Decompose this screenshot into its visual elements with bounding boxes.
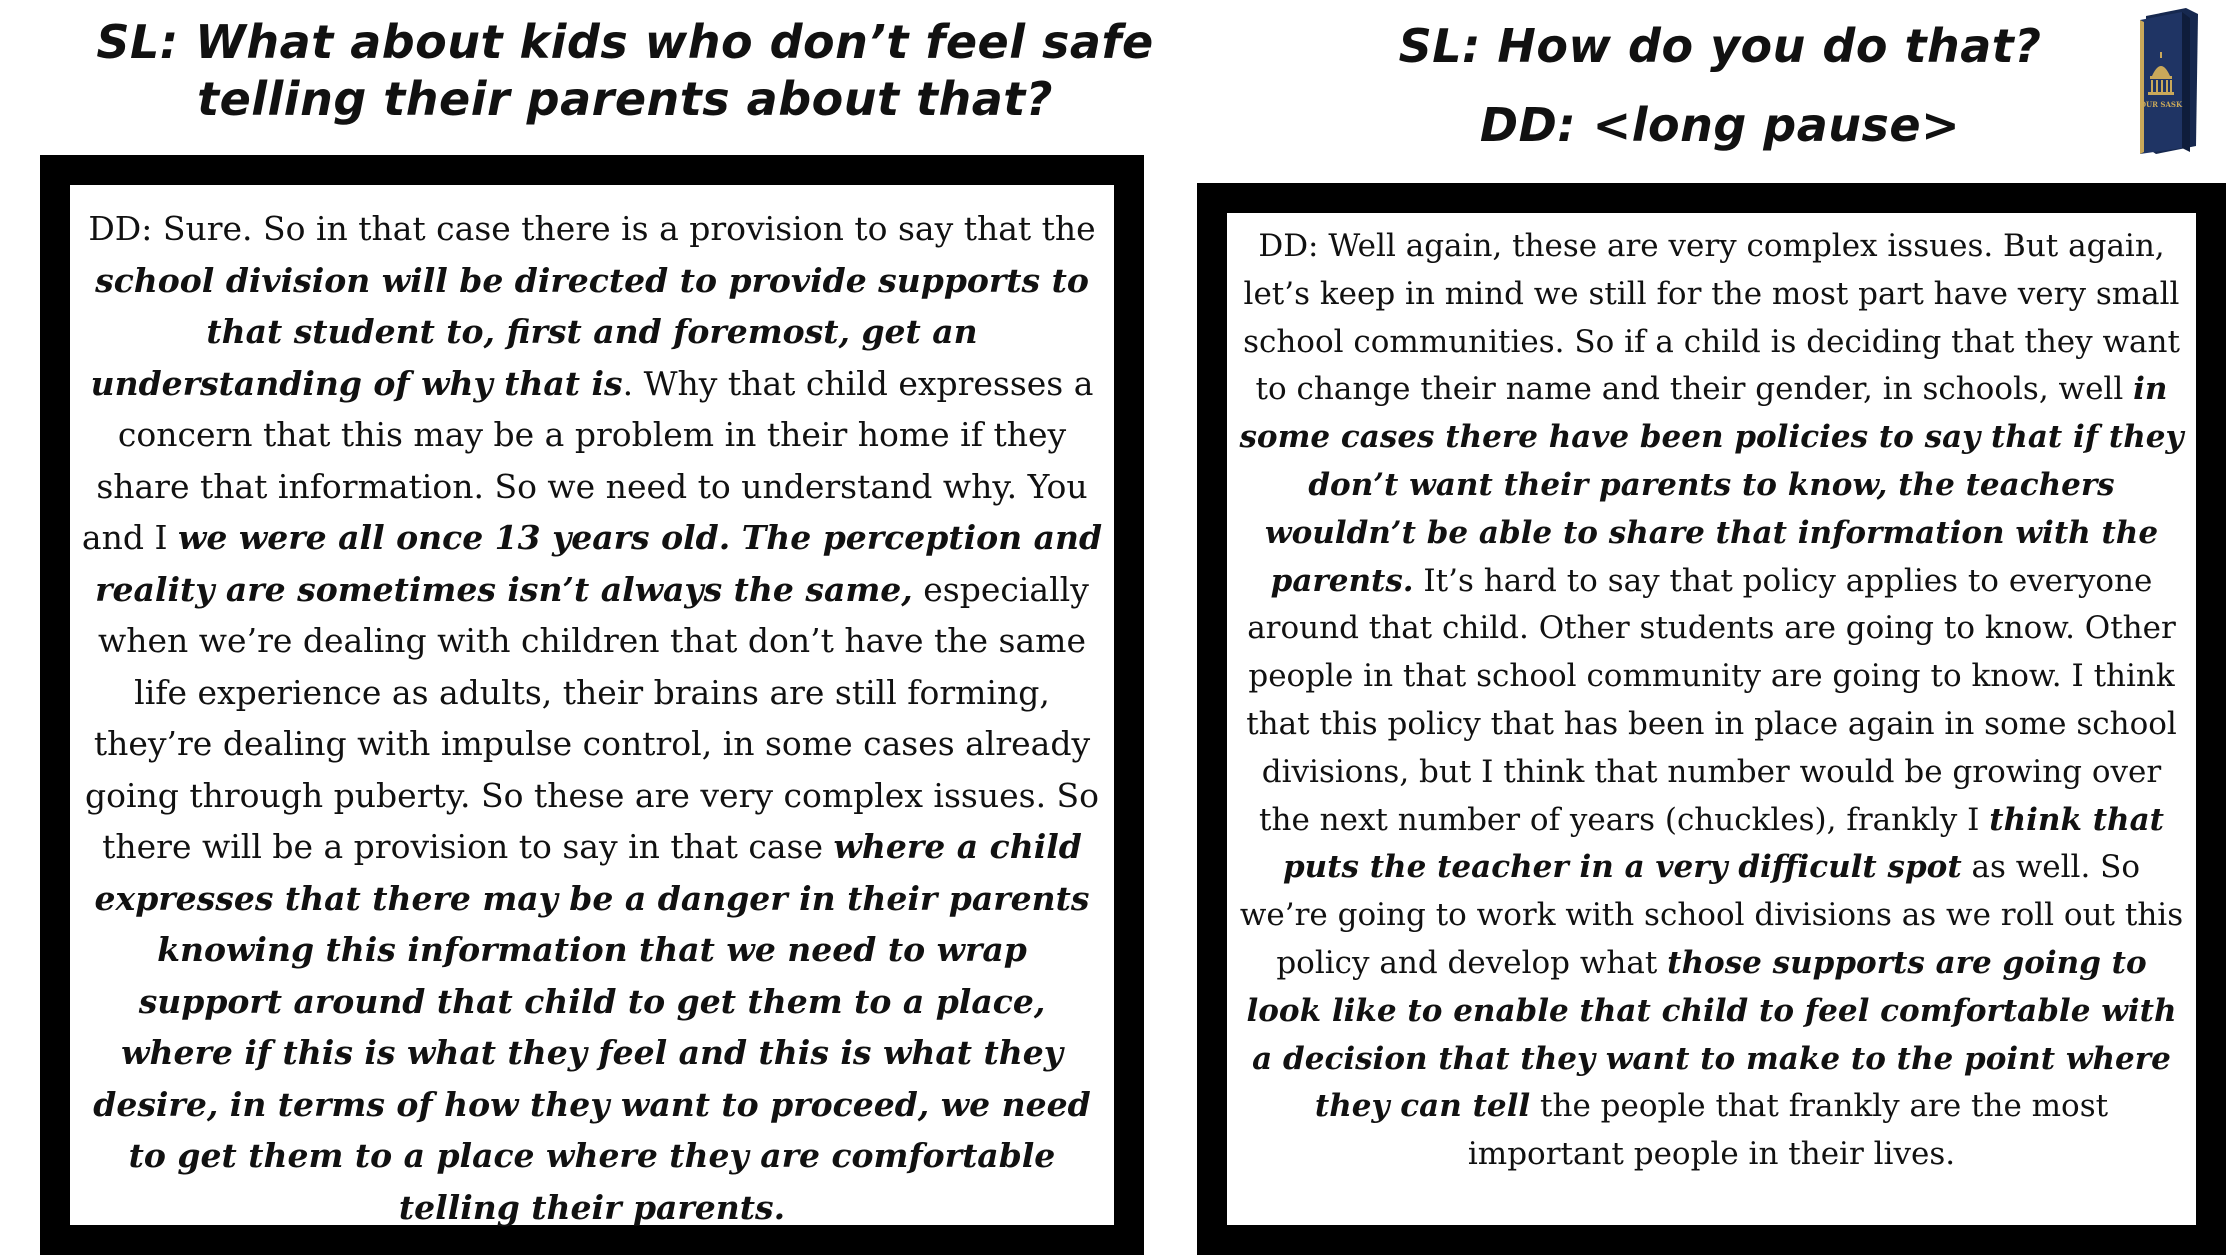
left-answer-panel [40,155,1144,1255]
logo-text: OUR SASK [2139,100,2183,109]
answer-segment-emphasis: in some cases there have been policies to say that if they don’t want their parents to know, the teachers wouldn’t be able to share that information with the parents. [1239,371,2184,599]
answer-segment-emphasis: think that puts the teacher in a very difficult spot [1282,801,2164,886]
right-question-line-1: SL: How do you do that? [1398,19,2042,73]
right-question [1195,18,2240,154]
right-answer-text [1227,213,2196,1225]
answer-segment: It’s hard to say that policy applies to everyone around that child. Other students are going to know. Other people in that school community are going to know. I think that this policy that has been in place again in some school divisions, but I think that number would be growing over the next number of years (chuckles), frankly I [1246,562,2177,838]
answer-segment: . Why that child expresses a concern that this may be a problem in their home if they share that information. So we need to understand why. You and I [81,363,1094,557]
right-answer-panel [1197,183,2226,1255]
answer-segment: as well. So we’re going to work with school divisions as we roll out this policy and develop what [1239,849,2184,981]
answer-segment-emphasis: school division will be directed to provide supports to that student to, first and foremost, get an understanding of why that is [90,260,1089,403]
answer-segment: the people that frankly are the most important people in their lives. [1467,1088,2109,1173]
answer-segment-emphasis: those supports are going to look like to enable that child to feel comfortable with a decision that they want to make to the point where they can tell [1246,944,2177,1125]
answer-segment-emphasis: where a child expresses that there may be a danger in their parents knowing this information that we need to wrap support around that child to get them to a place, where if this is what they feel and this is what they desire, in terms of how they want to proceed, we need to get them to a place where they are comfortable telling their parents. [93,827,1091,1227]
book-icon [2116,6,2216,156]
right-question-line-2: DD: <long pause> [1479,98,1961,152]
left-answer-text [70,185,1114,1225]
answer-segment: DD: Sure. So in that case there is a provision to say that the [88,209,1096,248]
answer-segment: DD: Well again, these are very complex issues. But again, let’s keep in mind we still for the most part have very small school communities. So if a child is deciding that they want to change their name and their gender, in schools, well [1243,228,2180,408]
answer-segment: especially when we’re dealing with children that don’t have the same life experience as adults, their brains are still forming, they’re dealing with impulse control, in some cases already going through puberty. So these are very complex issues. So there will be a provision to say in that case [84,569,1100,866]
left-question: SL: What about kids who don’t feel safe telling their parents about that? [96,15,1154,126]
answer-segment-emphasis: we were all once 13 years old. The perception and reality are sometimes isn’t always the same, [95,518,1103,609]
